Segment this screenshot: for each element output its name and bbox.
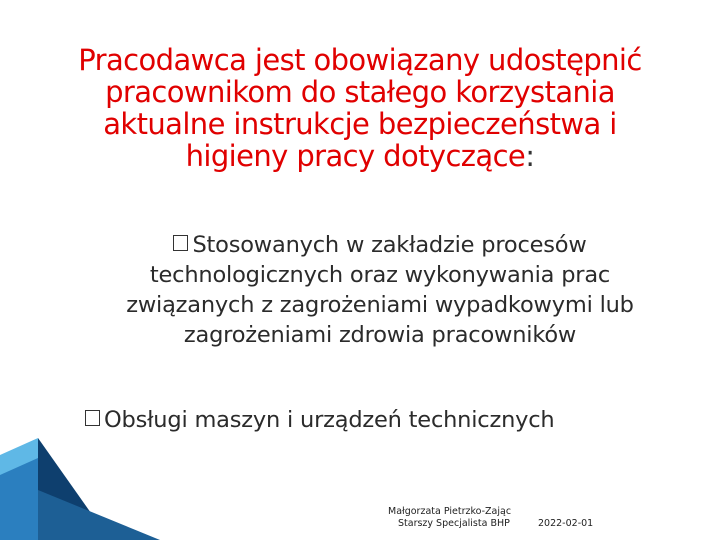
slide-title — [40, 44, 680, 172]
bullet-1-line-1-text: Stosowanych w zakładzie procesów — [192, 232, 587, 258]
bullet-1-line-4: zagrożeniami zdrowia pracowników — [183, 322, 577, 348]
corner-decoration — [0, 430, 160, 540]
bullet-1-line-2: technologicznych oraz wykonywania prac — [149, 262, 611, 288]
title-line-1: Pracodawca jest obowiązany udostępnić — [78, 43, 642, 77]
footer-name: Małgorzata Pietrzko-Zając — [388, 506, 512, 517]
title-line-4-text: higieny pracy dotyczące — [185, 139, 526, 173]
bullet-1-line-1 — [40, 230, 720, 260]
title-line-4 — [40, 140, 680, 172]
bullet-1-line-3: związanych z zagrożeniami wypadkowymi lub — [126, 292, 634, 318]
title-line-3: aktualne instrukcje bezpieczeństwa i — [103, 107, 617, 141]
title-line-2: pracownikom do stałego korzystania — [105, 75, 615, 109]
footer-role: Starszy Specjalista BHP — [398, 518, 510, 529]
corner-band-shape — [38, 490, 160, 540]
bullet-box-icon — [173, 235, 188, 251]
title-colon: : — [525, 139, 535, 173]
bullet-item-1 — [40, 230, 720, 350]
bullet-item-2 — [85, 405, 685, 435]
footer-date: 2022-02-01 — [538, 518, 594, 529]
bullet-2-line-1 — [85, 405, 685, 435]
bullet-2-line-1-text: Obsługi maszyn i urządzeń technicznych — [104, 407, 555, 433]
bullet-box-icon — [85, 410, 100, 426]
